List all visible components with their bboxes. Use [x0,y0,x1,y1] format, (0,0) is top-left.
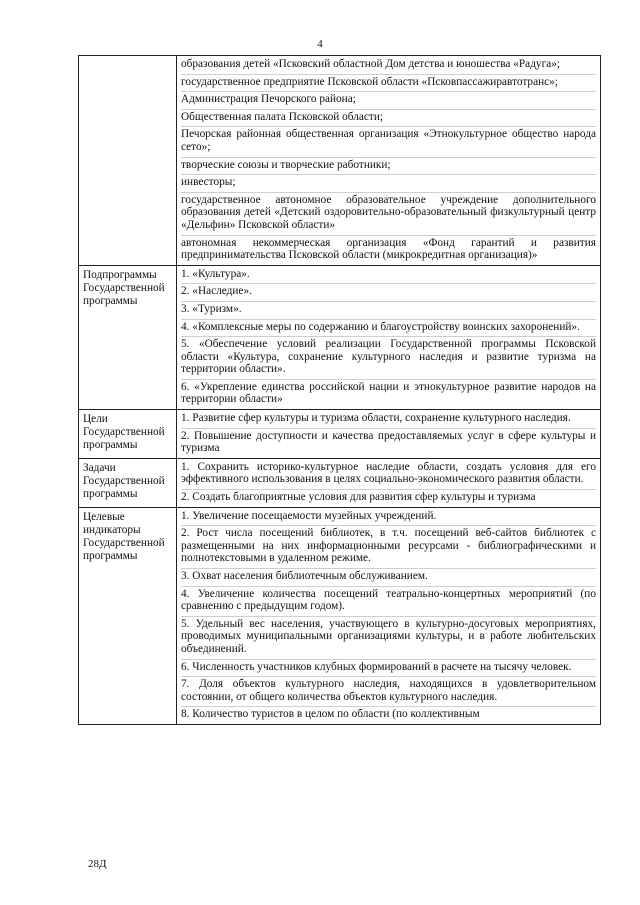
table-row [79,458,601,507]
list-item: 5. «Обеспечение условий реализации Государственной программы Псковской области «Культура, сохранение культурного наследия и развитие туризма на территории области». [181,337,596,380]
table-row [79,56,601,266]
list-item: 8. Количество туристов в целом по области (по коллективным [181,708,480,721]
list-item: 5. Удельный вес населения, участвующего в культурно-досуговых мероприятиях, проводимых муниципальными организациями культуры, и в работе любительских объединений. [181,617,596,660]
program-passport-table [78,55,601,725]
list-item: 2. Повышение доступности и качества предоставляемых услуг в сфере культуры и туризма [181,429,596,455]
row-label: Цели Государственной программы [79,410,177,459]
row-content [177,458,601,507]
table-row [79,507,601,724]
page-number: 4 [317,38,323,50]
list-item: инвесторы; [181,175,596,193]
table-row [79,410,601,459]
row-content [177,507,601,724]
list-item: государственное предприятие Псковской области «Псковпассажиравтотранс»; [181,75,596,93]
list-item: автономная некоммерческая организация «Фонд гарантий и развития предпринимательства Псковской области (микрокредитная организация)» [181,236,596,262]
list-item: образования детей «Псковский областной Дом детства и юношества «Радуга»; [181,57,596,75]
row-label: Задачи Государственной программы [79,458,177,507]
list-item: Печорская районная общественная организация «Этнокультурное общество народа сето»; [181,127,596,157]
list-item: Общественная палата Псковской области; [181,110,596,128]
list-item: 2. «Наследие». [181,284,596,302]
list-item: творческие союзы и творческие работники; [181,158,596,176]
list-item: 4. «Комплексные меры по содержанию и благоустройству воинских захоронений». [181,320,596,338]
row-label [79,56,177,266]
list-item: 7. Доля объектов культурного наследия, находящихся в удовлетворительном состоянии, от общего количества объектов культурного наследия. [181,677,596,707]
list-item: 6. «Укрепление единства российской нации и этнокультурное развитие народов на территории области» [181,380,596,406]
row-content [177,410,601,459]
list-item: государственное автономное образовательное учреждение дополнительного образования детей «Детский оздоровительно-образовательный физкультурный центр «Дельфин» Псковской области» [181,193,596,236]
row-label: Подпрограммы Государственной программы [79,265,177,409]
row-content [177,265,601,409]
list-item: 1. «Культура». [181,267,596,285]
list-item: 1. Развитие сфер культуры и туризма области, сохранение культурного наследия. [181,411,596,429]
row-content [177,56,601,266]
list-item: 3. Охват населения библиотечным обслуживанием. [181,569,596,587]
list-item: 1. Увеличение посещаемости музейных учреждений. [181,509,596,527]
list-item: 2. Создать благоприятные условия для развития сфер культуры и туризма [181,491,536,504]
list-item: 1. Сохранить историко-культурное наследие области, создать условия для его эффективного использования в целях социально-экономического развития области. [181,460,596,490]
list-item: 3. «Туризм». [181,302,596,320]
list-item: Администрация Печорского района; [181,92,596,110]
footer-code: 28Д [88,858,107,870]
list-item: 2. Рост числа посещений библиотек, в т.ч. посещений веб-сайтов библиотек с размещенными на них информационными ресурсами - библиографическими и полнотекстовыми в удаленном режиме. [181,526,596,569]
list-item: 6. Численность участников клубных формирований в расчете на тысячу человек. [181,660,596,678]
table-row [79,265,601,409]
row-label: Целевые индикаторы Государственной программы [79,507,177,724]
list-item: 4. Увеличение количества посещений театрально-концертных мероприятий (по сравнению с предыдущим годом). [181,587,596,617]
